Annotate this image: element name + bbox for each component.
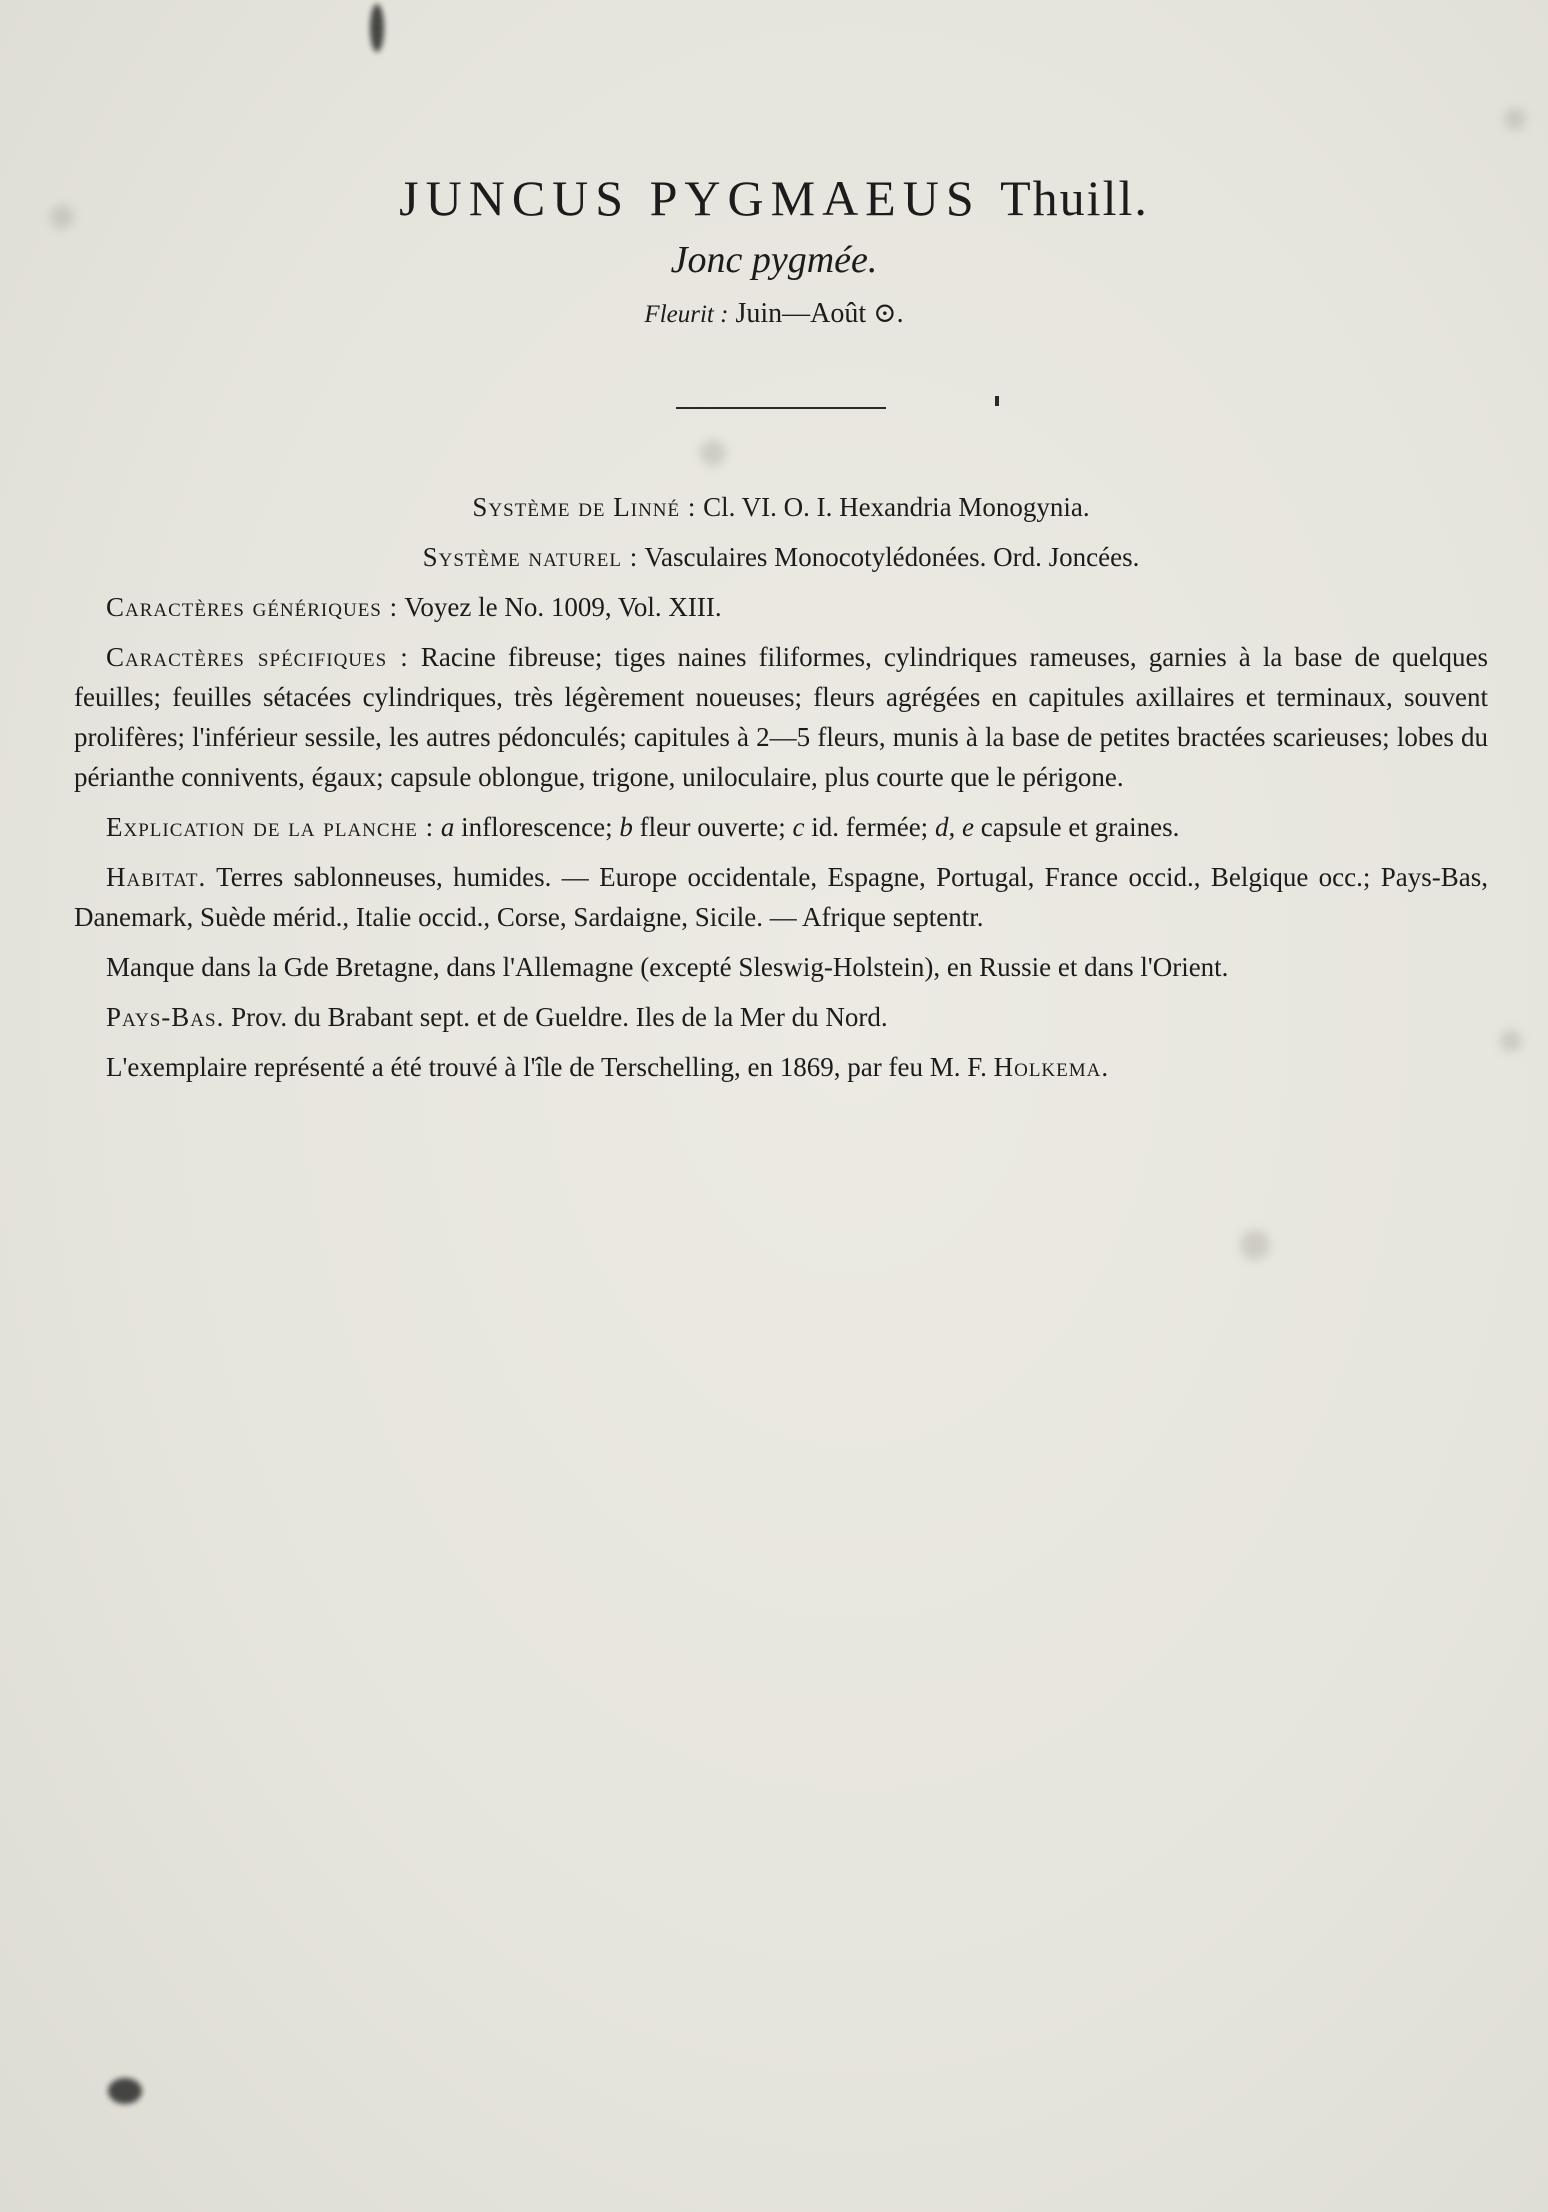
ink-speck xyxy=(108,2078,142,2104)
generic-characters xyxy=(74,587,1488,627)
header xyxy=(0,166,1548,335)
entry-label: Caractères spécifiques : xyxy=(106,642,409,672)
collector-name: Holkema. xyxy=(993,1052,1110,1082)
title-author: Thuill. xyxy=(1000,170,1149,226)
entry-text: Terres sablonneuses, humides. — Europe occidentale, Espagne, Portugal, France occid., Belgique occ.; Pays-Bas, Danemark, Suède mérid., Italie occid., Corse, Sardaigne, Sicile. — Afrique septentr. xyxy=(74,862,1488,932)
entry-label: Système naturel : xyxy=(422,542,639,572)
entry-text: Cl. VI. O. I. Hexandria Monogynia. xyxy=(703,492,1090,522)
figure-desc: fleur ouverte; xyxy=(632,812,793,842)
specific-characters xyxy=(74,637,1488,797)
entry-text: Racine fibreuse; tiges naines filiformes, cylindriques rameuses, garnies à la base de quelques feuilles; feuilles sétacées cylindriques, très légèrement noueuses; fleurs agrégées en capitules axillaires et terminaux, souvent prolifères; l'inférieur sessile, les autres pédonculés; capitules à 2—5 fleurs, munis à la base de petites bractées scarieuses; lobes du périanthe connivents, égaux; capsule oblongue, trigone, uniloculaire, plus courte que le périgone. xyxy=(74,642,1489,792)
entry-label: Caractères génériques : xyxy=(106,592,399,622)
entry-text: L'exemplaire représenté a été trouvé à l'île de Terschelling, en 1869, par feu M. F. xyxy=(106,1052,987,1082)
header-divider xyxy=(676,407,886,409)
figure-letter: c xyxy=(792,812,805,842)
netherlands-distribution xyxy=(74,997,1488,1037)
page-title xyxy=(0,166,1548,230)
specimen-note xyxy=(74,1047,1488,1087)
description-body xyxy=(74,487,1488,1097)
absence-note: Manque dans la Gde Bretagne, dans l'Allemagne (excepté Sleswig-Holstein), en Russie et dans l'Orient. xyxy=(106,952,1229,982)
entry-text: Vasculaires Monocotylédonées. Ord. Joncées. xyxy=(644,542,1140,572)
paper-blemish xyxy=(1504,108,1526,130)
entry-label: Habitat. xyxy=(106,862,207,892)
paper-blemish xyxy=(1240,1230,1270,1260)
flowering-label: Fleurit : xyxy=(644,301,729,328)
natural-system xyxy=(74,537,1488,577)
ink-mark xyxy=(995,396,999,406)
ink-speck xyxy=(370,4,384,52)
flowering-value: Juin—Août ⊙. xyxy=(735,298,904,329)
entry-label: Système de Linné : xyxy=(472,492,697,522)
entry-label: Explication de la planche : xyxy=(106,812,435,842)
entry-label: Pays-Bas. xyxy=(106,1002,225,1032)
habitat xyxy=(74,857,1488,937)
figure-desc: inflorescence; xyxy=(454,812,620,842)
linnaean-system xyxy=(74,487,1488,527)
paper-blemish xyxy=(1500,1030,1522,1052)
figure-desc: capsule et graines. xyxy=(973,812,1180,842)
entry-text: Prov. du Brabant sept. et de Gueldre. Iles de la Mer du Nord. xyxy=(231,1002,888,1032)
figure-desc: id. fermée; xyxy=(804,812,935,842)
entry-text: Voyez le No. 1009, Vol. XIII. xyxy=(404,592,722,622)
paper-blemish xyxy=(700,440,726,466)
figure-letter: b xyxy=(619,812,633,842)
plate-explanation xyxy=(74,807,1488,847)
flowering-period xyxy=(0,294,1548,335)
figure-letter: a xyxy=(440,812,455,842)
figure-letter: d, e xyxy=(934,812,974,842)
common-name: Jonc pygmée. xyxy=(670,239,878,281)
title-species: JUNCUS PYGMAEUS xyxy=(399,170,981,226)
